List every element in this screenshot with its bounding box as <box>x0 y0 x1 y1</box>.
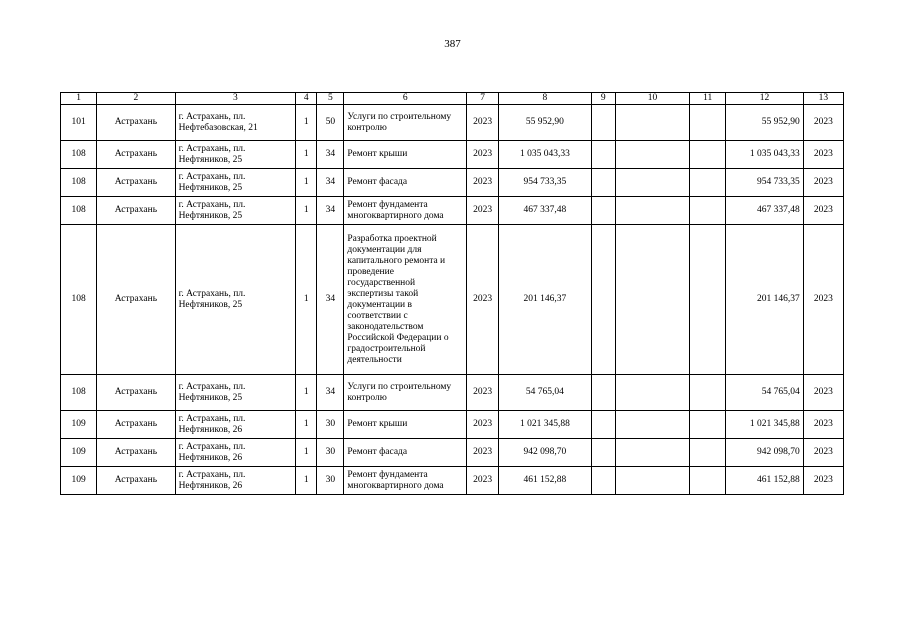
cell-total-cost: 467 337,48 <box>499 197 591 225</box>
cell-building-col: 1 <box>296 225 317 375</box>
cell-col-10 <box>615 375 689 411</box>
cell-address: г. Астрахань, пл. Нефтяников, 25 <box>175 169 296 197</box>
cell-budget-cost: 1 035 043,33 <box>726 141 803 169</box>
cell-total-cost: 201 146,37 <box>499 225 591 375</box>
cell-col-11 <box>690 439 726 467</box>
cell-address: г. Астрахань, пл. Нефтяников, 25 <box>175 225 296 375</box>
cell-budget-cost: 1 021 345,88 <box>726 411 803 439</box>
cell-col-10 <box>615 169 689 197</box>
cell-work-type: Услуги по строительному контролю <box>344 375 467 411</box>
column-number: 5 <box>317 93 344 105</box>
cell-row-number: 108 <box>61 197 97 225</box>
cell-address: г. Астрахань, пл. Нефтяников, 26 <box>175 411 296 439</box>
cell-apartments-count: 50 <box>317 105 344 141</box>
column-number-row <box>61 93 844 105</box>
cell-apartments-count: 34 <box>317 197 344 225</box>
cell-address: г. Астрахань, пл. Нефтяников, 25 <box>175 197 296 225</box>
cell-col-10 <box>615 225 689 375</box>
cell-apartments-count: 34 <box>317 225 344 375</box>
cell-row-number: 108 <box>61 169 97 197</box>
column-number: 9 <box>591 93 615 105</box>
cell-col-10 <box>615 105 689 141</box>
cell-total-cost: 954 733,35 <box>499 169 591 197</box>
cell-start-year: 2023 <box>467 169 499 197</box>
cell-building-col: 1 <box>296 197 317 225</box>
cell-total-cost: 1 021 345,88 <box>499 411 591 439</box>
cell-apartments-count: 34 <box>317 169 344 197</box>
cell-col-9 <box>591 169 615 197</box>
cell-work-type: Услуги по строительному контролю <box>344 105 467 141</box>
cell-col-11 <box>690 141 726 169</box>
table-row <box>61 375 844 411</box>
cell-budget-cost: 461 152,88 <box>726 467 803 495</box>
cell-work-type: Ремонт фасада <box>344 439 467 467</box>
cell-start-year: 2023 <box>467 141 499 169</box>
cell-budget-cost: 54 765,04 <box>726 375 803 411</box>
cell-col-10 <box>615 411 689 439</box>
column-number: 10 <box>615 93 689 105</box>
cell-apartments-count: 30 <box>317 467 344 495</box>
cell-building-col: 1 <box>296 467 317 495</box>
cell-col-10 <box>615 141 689 169</box>
cell-work-type: Ремонт фундамента многоквартирного дома <box>344 467 467 495</box>
cell-col-9 <box>591 375 615 411</box>
cell-end-year: 2023 <box>803 467 843 495</box>
cell-col-9 <box>591 225 615 375</box>
column-number: 2 <box>97 93 175 105</box>
cell-col-11 <box>690 105 726 141</box>
table-row <box>61 169 844 197</box>
cell-city: Астрахань <box>97 439 175 467</box>
cell-city: Астрахань <box>97 141 175 169</box>
cell-budget-cost: 55 952,90 <box>726 105 803 141</box>
cell-col-9 <box>591 141 615 169</box>
cell-budget-cost: 954 733,35 <box>726 169 803 197</box>
table-row <box>61 467 844 495</box>
cell-end-year: 2023 <box>803 375 843 411</box>
page-number: 387 <box>444 38 461 50</box>
cell-work-type: Ремонт крыши <box>344 141 467 169</box>
cell-total-cost: 942 098,70 <box>499 439 591 467</box>
table-row <box>61 105 844 141</box>
cell-city: Астрахань <box>97 105 175 141</box>
column-number: 11 <box>690 93 726 105</box>
cell-address: г. Астрахань, пл. Нефтяников, 26 <box>175 439 296 467</box>
cell-city: Астрахань <box>97 375 175 411</box>
cell-budget-cost: 467 337,48 <box>726 197 803 225</box>
cell-col-11 <box>690 375 726 411</box>
column-number: 8 <box>499 93 591 105</box>
cell-start-year: 2023 <box>467 411 499 439</box>
column-number: 6 <box>344 93 467 105</box>
table-row <box>61 141 844 169</box>
cell-address: г. Астрахань, пл. Нефтебазовская, 21 <box>175 105 296 141</box>
cell-address: г. Астрахань, пл. Нефтяников, 25 <box>175 375 296 411</box>
cell-apartments-count: 30 <box>317 439 344 467</box>
cell-col-9 <box>591 467 615 495</box>
cell-work-type: Ремонт крыши <box>344 411 467 439</box>
cell-building-col: 1 <box>296 105 317 141</box>
cell-row-number: 108 <box>61 141 97 169</box>
cell-building-col: 1 <box>296 439 317 467</box>
column-number: 4 <box>296 93 317 105</box>
cell-end-year: 2023 <box>803 411 843 439</box>
cell-col-11 <box>690 467 726 495</box>
cell-city: Астрахань <box>97 225 175 375</box>
cell-row-number: 108 <box>61 375 97 411</box>
cell-col-10 <box>615 439 689 467</box>
cell-start-year: 2023 <box>467 197 499 225</box>
cell-row-number: 109 <box>61 439 97 467</box>
cell-start-year: 2023 <box>467 439 499 467</box>
column-number: 1 <box>61 93 97 105</box>
cell-col-10 <box>615 197 689 225</box>
cell-end-year: 2023 <box>803 225 843 375</box>
cell-end-year: 2023 <box>803 105 843 141</box>
cell-city: Астрахань <box>97 411 175 439</box>
cell-end-year: 2023 <box>803 439 843 467</box>
cell-col-9 <box>591 411 615 439</box>
table-row <box>61 197 844 225</box>
cell-col-10 <box>615 467 689 495</box>
works-table <box>60 92 844 495</box>
cell-apartments-count: 34 <box>317 375 344 411</box>
cell-city: Астрахань <box>97 169 175 197</box>
column-number: 12 <box>726 93 803 105</box>
cell-start-year: 2023 <box>467 225 499 375</box>
cell-work-type: Разработка проектной документации для капитального ремонта и проведение государственной экспертизы такой документации в соответствии с законодательством Российской Федерации о градостроительной деятельности <box>344 225 467 375</box>
cell-total-cost: 1 035 043,33 <box>499 141 591 169</box>
cell-apartments-count: 30 <box>317 411 344 439</box>
cell-work-type: Ремонт фундамента многоквартирного дома <box>344 197 467 225</box>
cell-end-year: 2023 <box>803 197 843 225</box>
cell-city: Астрахань <box>97 467 175 495</box>
cell-total-cost: 54 765,04 <box>499 375 591 411</box>
cell-address: г. Астрахань, пл. Нефтяников, 26 <box>175 467 296 495</box>
cell-row-number: 108 <box>61 225 97 375</box>
cell-address: г. Астрахань, пл. Нефтяников, 25 <box>175 141 296 169</box>
cell-col-11 <box>690 225 726 375</box>
cell-col-11 <box>690 411 726 439</box>
cell-col-11 <box>690 169 726 197</box>
cell-start-year: 2023 <box>467 375 499 411</box>
cell-budget-cost: 942 098,70 <box>726 439 803 467</box>
cell-end-year: 2023 <box>803 169 843 197</box>
table-row <box>61 225 844 375</box>
cell-building-col: 1 <box>296 141 317 169</box>
cell-total-cost: 55 952,90 <box>499 105 591 141</box>
column-number: 7 <box>467 93 499 105</box>
cell-col-9 <box>591 197 615 225</box>
cell-building-col: 1 <box>296 411 317 439</box>
column-number: 3 <box>175 93 296 105</box>
cell-total-cost: 461 152,88 <box>499 467 591 495</box>
cell-building-col: 1 <box>296 375 317 411</box>
cell-work-type: Ремонт фасада <box>344 169 467 197</box>
cell-row-number: 109 <box>61 411 97 439</box>
cell-budget-cost: 201 146,37 <box>726 225 803 375</box>
cell-building-col: 1 <box>296 169 317 197</box>
cell-row-number: 109 <box>61 467 97 495</box>
cell-col-9 <box>591 439 615 467</box>
cell-col-9 <box>591 105 615 141</box>
cell-start-year: 2023 <box>467 467 499 495</box>
cell-apartments-count: 34 <box>317 141 344 169</box>
cell-col-11 <box>690 197 726 225</box>
cell-city: Астрахань <box>97 197 175 225</box>
table-row <box>61 411 844 439</box>
column-number: 13 <box>803 93 843 105</box>
cell-row-number: 101 <box>61 105 97 141</box>
cell-end-year: 2023 <box>803 141 843 169</box>
table-row <box>61 439 844 467</box>
cell-start-year: 2023 <box>467 105 499 141</box>
